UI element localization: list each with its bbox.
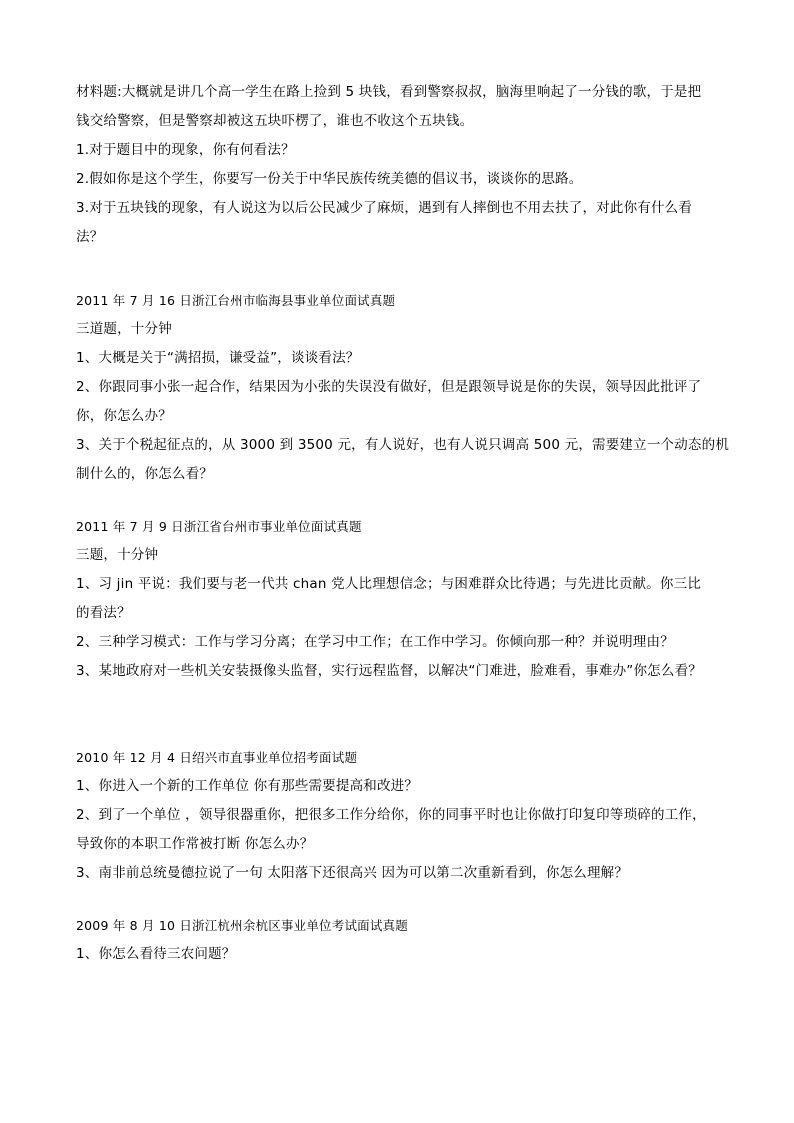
text-line: 钱交给警察，但是警察却被这五块吓楞了，谁也不收这个五块钱。 bbox=[76, 113, 474, 129]
text-line: 3、关于个税起征点的，从 3000 到 3500 元，有人说好，也有人说只调高 500 元，需要建立一个动态的机 bbox=[76, 437, 730, 453]
text-line: 3.对于五块钱的现象，有人说这为以后公民减少了麻烦，遇到有人摔倒也不用去扶了，对此你有什么看 bbox=[76, 200, 693, 216]
text-line: 法？ bbox=[76, 229, 104, 245]
text-line: 的看法？ bbox=[76, 605, 131, 621]
section-2009-08-10 bbox=[76, 911, 726, 969]
text-line: 1、习 jin 平说：我们要与老一代共 chan 党人比理想信念；与困难群众比待遇；与先进比贡献。你三比 bbox=[76, 576, 702, 592]
section-heading: 2011 年 7 月 16 日浙江台州市临海县事业单位面试真题 bbox=[76, 293, 396, 308]
text-line: 2、三种学习模式：工作与学习分离；在学习中工作；在工作中学习。你倾向那一种？并说明理由？ bbox=[76, 634, 674, 650]
text-line: 导致你的本职工作常被打断 你怎么办？ bbox=[76, 836, 314, 852]
text-line: 2、你跟同事小张一起合作，结果因为小张的失误没有做好，但是跟领导说是你的失误，领导因此批评了 bbox=[76, 379, 702, 395]
text-line: 3、南非前总统曼德拉说了一句 太阳落下还很高兴 因为可以第二次重新看到，你怎么理解？ bbox=[76, 865, 629, 881]
text-line: 你，你怎么办？ bbox=[76, 408, 172, 424]
text-line: 1.对于题目中的现象，你有何看法？ bbox=[76, 142, 295, 158]
text-line: 3、某地政府对一些机关安装摄像头监督，实行远程监督，以解决“门难进，脸难看，事难办”你怎么看？ bbox=[76, 663, 702, 679]
text-line: 2.假如你是这个学生，你要写一份关于中华民族传统美德的倡议书，谈谈你的思路。 bbox=[76, 171, 583, 187]
text-line: 1、你怎么看待三农问题？ bbox=[76, 946, 236, 962]
section-2010-12-04 bbox=[76, 743, 726, 888]
material-block bbox=[76, 78, 726, 252]
text-line: 2、到了一个单位 ，领导很器重你，把很多工作分给你，你的同事平时也让你做打印复印等琐碎的工作， bbox=[76, 807, 706, 823]
text-line: 三道题，十分钟 bbox=[76, 321, 172, 337]
text-line: 1、你进入一个新的工作单位 你有那些需要提高和改进？ bbox=[76, 778, 419, 794]
section-heading: 2011 年 7 月 9 日浙江省台州市事业单位面试真题 bbox=[76, 519, 362, 534]
section-2011-07-16 bbox=[76, 286, 730, 489]
text-line: 1、大概是关于“满招损，谦受益”，谈谈看法？ bbox=[76, 350, 360, 366]
text-line: 材料题:大概就是讲几个高一学生在路上捡到 5 块钱，看到警察叔叔，脑海里响起了一分钱的歌，于是把 bbox=[76, 84, 702, 100]
section-2011-07-09 bbox=[76, 512, 726, 686]
text-line: 三题，十分钟 bbox=[76, 547, 159, 563]
section-heading: 2009 年 8 月 10 日浙江杭州余杭区事业单位考试面试真题 bbox=[76, 918, 408, 933]
section-heading: 2010 年 12 月 4 日绍兴市直事业单位招考面试题 bbox=[76, 750, 358, 765]
document-page bbox=[76, 78, 730, 969]
text-line: 制什么的，你怎么看？ bbox=[76, 466, 213, 482]
